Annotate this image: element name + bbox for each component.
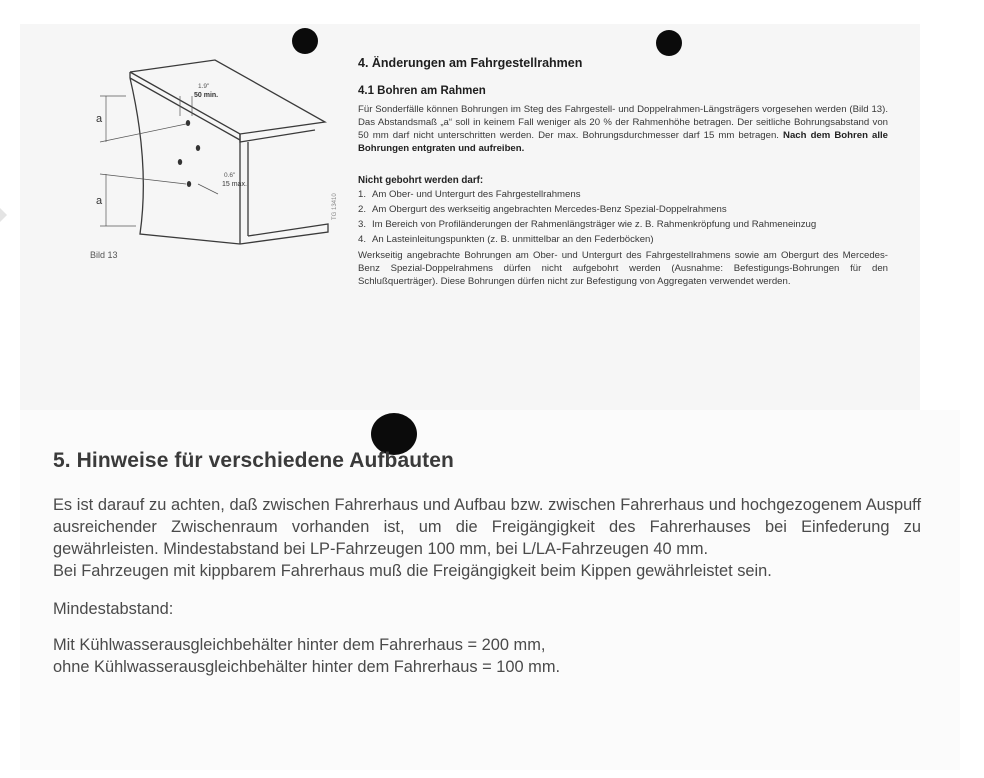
upper-scan-page: [20, 24, 920, 410]
section5-paragraph-1: Es ist darauf zu achten, daß zwischen Fahrerhaus und Aufbau bzw. zwischen Fahrerhaus und hochgezogenem Auspuff ausreichender Zwischenraum vorhanden ist, um die Freigängigkeit des Fahrerhauses bei Einfederung zu gewährleisten. Mindestabstand bei LP-Fahrzeugen 100 mm, bei L/LA-Fahrzeugen 40 mm.: [53, 496, 921, 558]
min-distance-line-1: Mit Kühlwasserausgleichbehälter hinter dem Fahrerhaus = 200 mm,: [53, 636, 546, 654]
list-item-number: 2.: [358, 204, 367, 215]
list-item-number: 1.: [358, 189, 367, 200]
list-item: [358, 219, 888, 231]
list-item: [358, 234, 888, 246]
min-distance-label: Mindestabstand:: [53, 600, 174, 618]
not-drilled-title: Nicht gebohrt werden darf:: [358, 175, 484, 186]
section41-title: 4.1 Bohren am Rahmen: [358, 85, 486, 97]
section41-intro: [358, 103, 888, 155]
list-item-text: Am Obergurt des werkseitig angebrachten Mercedes-Benz Spezial-Doppelrahmens: [372, 204, 727, 215]
list-item-number: 4.: [358, 234, 367, 245]
dim-label-a-top: a: [96, 113, 103, 125]
page-edge-marker: [0, 208, 7, 222]
section5-title: 5. Hinweise für verschiedene Aufbauten: [53, 449, 454, 472]
dim-label-a-bottom: a: [96, 195, 103, 207]
list-item-number: 3.: [358, 219, 367, 230]
figure-caption: Bild 13: [90, 250, 118, 260]
spacer: [53, 620, 921, 634]
section5-paragraph-2: Bei Fahrzeugen mit kippbarem Fahrerhaus muß die Freigängigkeit beim Kippen gewährleistet sein.: [53, 562, 772, 580]
figure-code: TG 13410: [332, 193, 338, 220]
list-item-text: Am Ober- und Untergurt des Fahrgestellrahmens: [372, 189, 581, 200]
list-item-text: An Lasteinleitungspunkten (z. B. unmittelbar an den Federböcken): [372, 234, 654, 245]
punch-hole-left: [292, 28, 318, 54]
section41-intro-bold: Nach dem Bohren alle Bohrungen entgraten und aufreiben.: [358, 130, 889, 154]
dim-top-mm: 50 min.: [194, 92, 219, 99]
list-item: [358, 189, 888, 201]
section41-closing: Werkseitig angebrachte Bohrungen am Ober- und Untergurt des Fahrgestellrahmens sowie am Obergurt des Mercedes-Benz Spezial-Doppelrahmens dürfen nicht aufgebohrt werden (Ausnahme: Befestigungs-Bohrungen für den Schlußquerträger). Diese Bohrungen dürfen nicht zur Befestigung von Aggregaten verwendet werden.: [358, 250, 888, 287]
min-distance-line-2: ohne Kühlwasserausgleichbehälter hinter dem Fahrerhaus = 100 mm.: [53, 658, 561, 676]
list-item-text: Im Bereich von Profiländerungen der Rahmenlängsträger wie z. B. Rahmenkröpfung und Rahmeneinzug: [372, 219, 817, 230]
spacer: [53, 582, 921, 598]
section4-column: [358, 56, 888, 288]
punch-hole-right: [656, 30, 682, 56]
list-item: [358, 204, 888, 216]
frame-rail-figure: [80, 54, 370, 254]
section5-body: [53, 494, 921, 678]
dim-mid-inch: 0.6": [224, 172, 236, 179]
dim-top-inch: 1.9": [198, 83, 210, 90]
dim-mid-mm: 15 max.: [222, 181, 247, 188]
section4-title: 4. Änderungen am Fahrgestellrahmen: [358, 56, 583, 70]
section41-intro-text: Für Sonderfälle können Bohrungen im Steg des Fahrgestell- und Doppelrahmen-Längsträgers vorgesehen werden (Bild 13). Das Abstandsmaß „a“ soll in keinem Fall weniger als 20 % der Rahmenhöhe betragen. Der seitliche Bohrungsabstand von 50 mm darf nicht unterschritten werden. Der max. Bohrungsdurchmesser darf 15 mm betragen.: [358, 104, 888, 141]
not-drilled-list: [358, 189, 888, 246]
